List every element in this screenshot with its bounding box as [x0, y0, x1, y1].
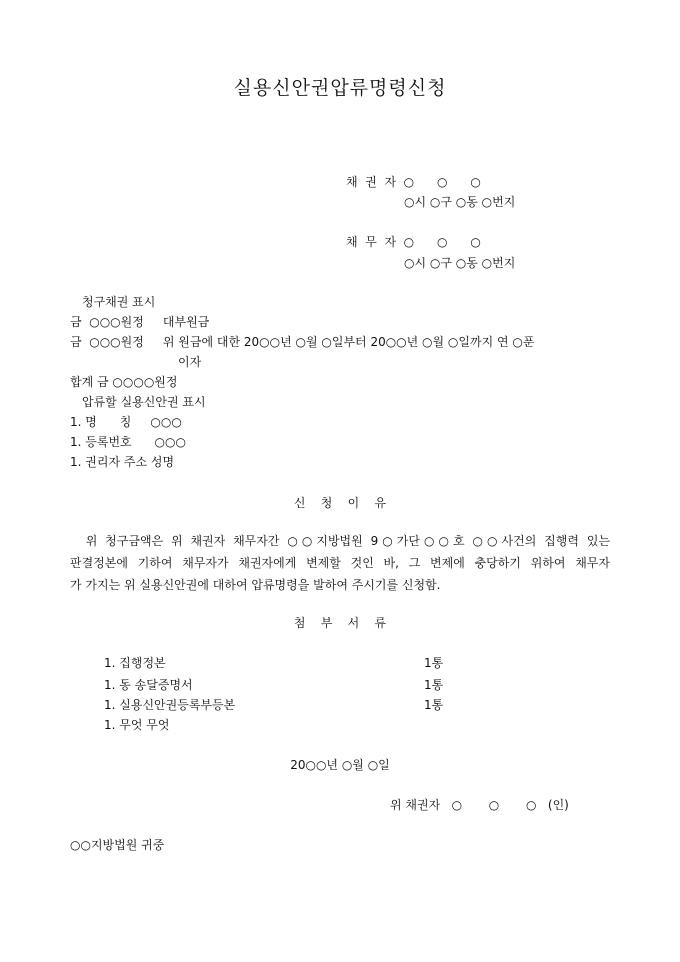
court-addressee: ○○지방법원 귀중: [70, 838, 165, 852]
reason-line: 위 청구금액은 위 채권자 채무자간 ○○지방법원 9○가단○○호 ○○사건의 집행력 있는: [70, 534, 610, 548]
right-item-regno: 1. 등록번호 ○○○: [70, 435, 186, 449]
debtor-name: 채 무 자 ○ ○ ○: [346, 235, 481, 249]
claim-interest: 금 ○○○원정 위 원금에 대한 20○○년 ○월 ○일부터 20○○년 ○월 ○일까지 연 ○푼: [70, 335, 535, 349]
attachment-count: 1통: [424, 698, 444, 712]
document-date: 20○○년 ○월 ○일: [290, 758, 390, 772]
creditor-address: ○시 ○구 ○동 ○번지: [404, 195, 516, 209]
attachment-name: 1. 무엇 무엇: [104, 718, 170, 732]
reason-line: 판결정본에 기하여 채무자가 채권자에게 변제할 것인 바, 그 변제에 충당하기 위하여 채무자: [70, 556, 610, 570]
claim-interest-cont: 이자: [178, 355, 202, 369]
attachment-count: 1통: [424, 656, 444, 670]
reason-line: 가 가지는 위 실용신안권에 대하여 압류명령을 발하여 주시기를 신청함.: [70, 578, 441, 592]
creditor-name: 채 권 자 ○ ○ ○: [346, 175, 481, 189]
attachment-name: 1. 실용신안권등록부등본: [104, 698, 236, 712]
claim-total: 합계 금 ○○○○원정: [70, 375, 178, 389]
document-title: 실용신안권압류명령신청: [233, 77, 447, 99]
attachments-heading: 첨 부 서 류: [293, 616, 387, 630]
reason-heading: 신 청 이 유: [293, 496, 387, 510]
debtor-address: ○시 ○구 ○동 ○번지: [404, 256, 516, 270]
claim-principal: 금 ○○○원정 대부원금: [70, 315, 210, 329]
right-heading: 압류할 실용신안권 표시: [82, 395, 206, 409]
right-item-name: 1. 명 칭 ○○○: [70, 415, 182, 429]
reason-paragraph: [70, 530, 610, 596]
attachment-name: 1. 동 송달증명서: [104, 678, 193, 692]
right-item-holder: 1. 권리자 주소 성명: [70, 455, 175, 469]
attachment-count: 1통: [424, 678, 444, 692]
claim-heading: 청구채권 표시: [82, 295, 156, 309]
attachment-name: 1. 집행정본: [104, 656, 166, 670]
creditor-signature: 위 채권자 ○ ○ ○ (인): [390, 798, 569, 812]
